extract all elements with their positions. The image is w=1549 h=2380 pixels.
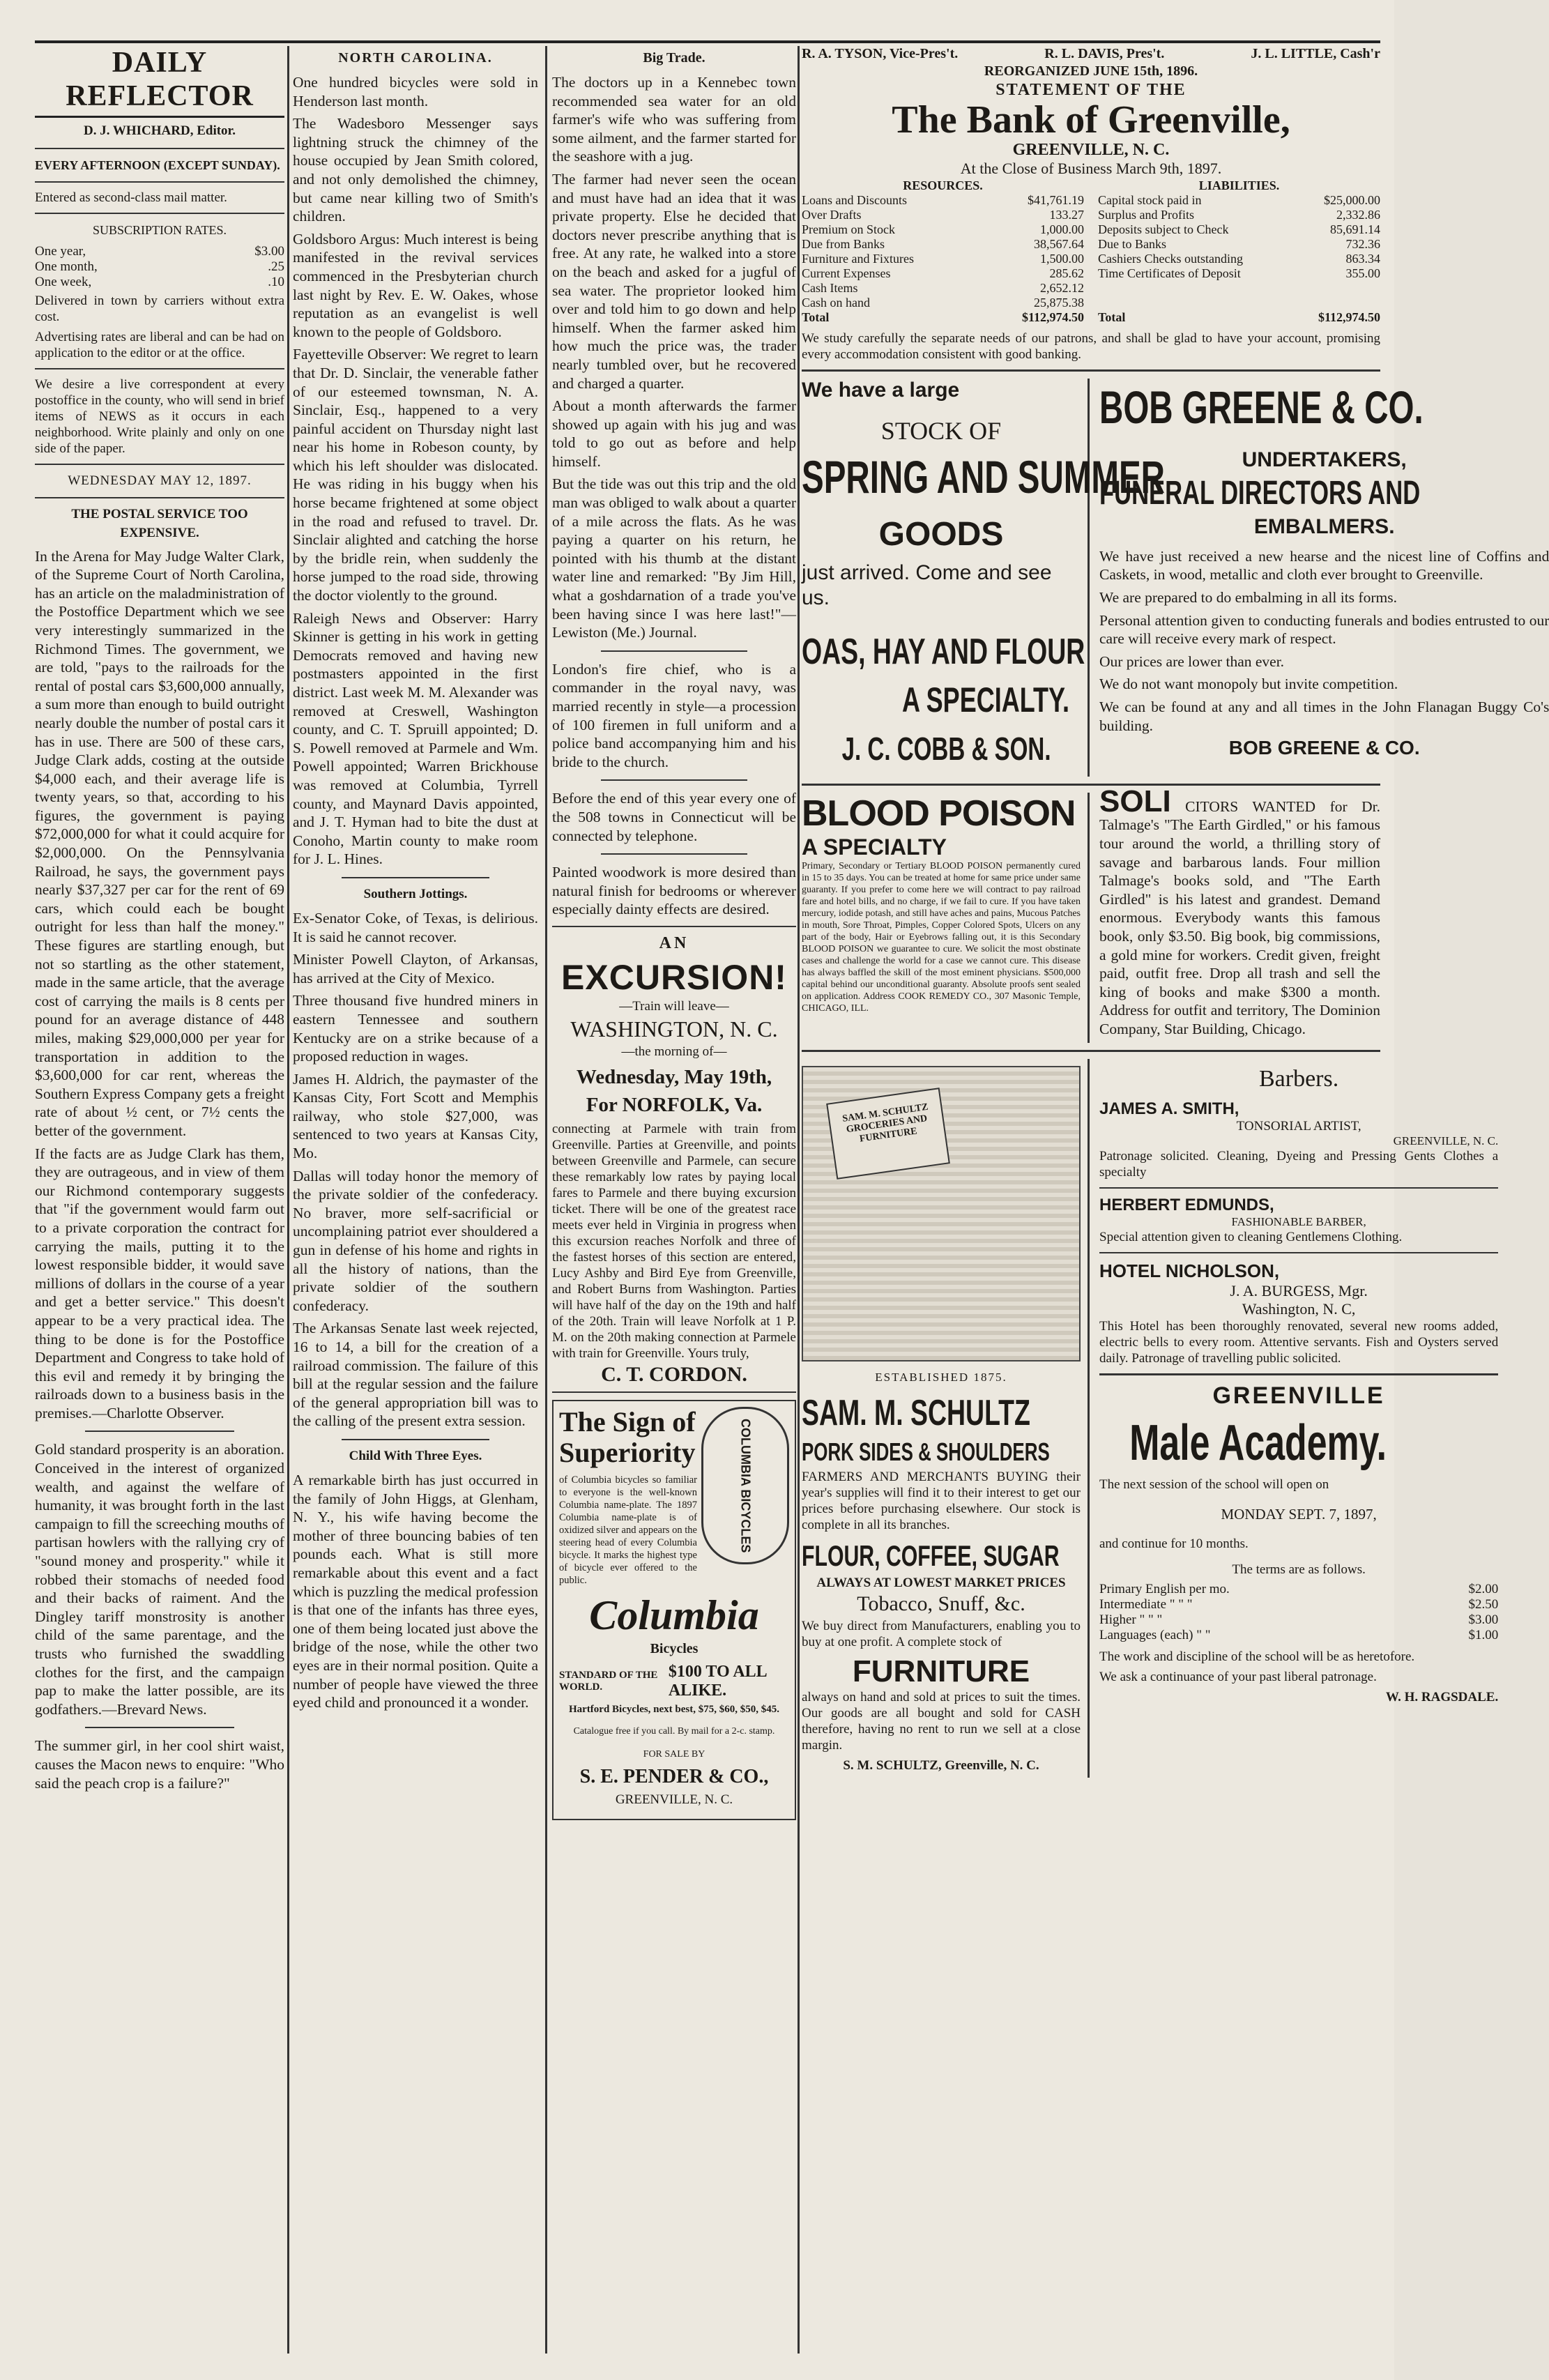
- article-paragraph: London's fire chief, who is a commander in the royal navy, was married recently in style—a procession of 100 firemen in full uniform and a police band accompanying him and his bride to the church.: [552, 660, 796, 770]
- article-paragraph: A remarkable birth has just occurred in the family of John Higgs, at Glenham, N. Y., his wife having become the mother of three bouncing babies of ten pounds each. What is still more remarkable about this event and a fact which is puzzling the medical profession is that one of the infants has three eyes, one of them being located just above the bridge of the nose, while the other two eyes are in their normal position. Quite a number of people have viewed the three eyed child and pronounced it a wonder.: [293, 1471, 538, 1711]
- solicitors-ad: SOLI CITORS WANTED for Dr. Talmage's "The Earth Girdled," or his famous tour around the world, a thrilling story of savage and barbarous lands. Four million Talmage's books sold, and "The Earth Girdled" is his latest and grandest. Demand enormous. Everybody wants this famous book, only $3.50. Big book, big commissions, a gold mine for workers. Credit given, freight paid, outfit free. Drop all trash and sell the king of books and make $300 a month. Address for outfit and territory, The Dominion Company, Star Building, Chicago.: [1088, 793, 1380, 1043]
- article-paragraph: Ex-Senator Coke, of Texas, is delirious. It is said he cannot recover.: [293, 909, 538, 945]
- article-paragraph: Goldsboro Argus: Much interest is being manifested in the revival services commenced in the Presbyterian church last night by Rev. E. W. Oakes, whose reputation as an evangelist is well known to the people of Goldsboro.: [293, 230, 538, 340]
- sign-body: of Columbia bicycles so familiar to everyone is the well-known Columbia name-plate. The 1897 Columbia name-plate is of oxidized silver and appears on the steering head of every Columbia bicycle. It marks the highest type of bicycle ever offered to the public.: [559, 1474, 697, 1586]
- advertising-note: Advertising rates are liberal and can be had on application to the editor or at the office.: [35, 329, 284, 360]
- bank-close: At the Close of Business March 9th, 1897.: [960, 160, 1222, 178]
- column-rule: [798, 46, 800, 2354]
- hartford-line: Hartford Bicycles, next best, $75, $60, $50, $45.: [568, 1703, 780, 1715]
- excursion-train: —Train will leave—: [619, 998, 729, 1014]
- article-paragraph: One hundred bicycles were sold in Henderson last month.: [293, 74, 538, 109]
- postal-heading: THE POSTAL SERVICE TOO EXPENSIVE.: [71, 507, 248, 540]
- greene-ad: BOB GREENE & CO. UNDERTAKERS, FUNERAL DIRECTORS AND EMBALMERS. We have just received a new hearse and the nicest line of Coffins and Caskets, in wood, metallic and cloth ever brought to Greenville. We are prepared to do embalming in all its forms. Personal attention given to conducting funerals and bodies entrusted to our care will receive every mark of respect. Our prices are lower than ever. We do not want monopoly but invite competition. We can be found at any and all times in the John Flanagan Buggy Co's building. BOB GREENE & CO.: [1088, 379, 1549, 777]
- bank-footer: We study carefully the separate needs of our patrons, and shall be glad to have your account, promising every accommodation consistent with good banking.: [802, 330, 1380, 362]
- subscription-heading: SUBSCRIPTION RATES.: [92, 223, 227, 238]
- article-paragraph: Before the end of this year every one of the 508 towns in Connecticut will be connected by telephone.: [552, 790, 796, 844]
- price-line: $100 TO ALL ALIKE.: [668, 1662, 767, 1700]
- article-paragraph: In the Arena for May Judge Walter Clark, of the Supreme Court of North Carolina, has an article on the maladministration of the Postoffice Department which we see very interestingly summarized in the Richmond Times. The government, we are told, "pays to the railroads for the rental of postal cars $3,600,000 annually, a sum more than enough to build outright nearly double the number of postal cars it has in use. There are 500 of these cars, Judge Clark adds, costing at the outside $4,000 each, and their average life is twenty years, so that, according to his figures, the government is paying $72,000,000 for what it could acquire for $2,000,000. On the Pennsylvania Railroad, he says, the government pays nearly $37,327 per car for the rent of 69 cars, which could each be bought outright for less than half the money." These figures are startling enough, but not so startling as the other statement, made in the same article, that the average cost of carrying the mails is 8 cents per pound for an average distance of 448 miles, making $29,000,000 per year for transportation in addition to the $3,600,000 for car rent, whereas the Southern Express Company gets a freight rate of about ½ cent, or 7½ cents the better of the government.: [35, 547, 284, 1139]
- article-paragraph: The doctors up in a Kennebec town recommended sea water for an old farmer's wife who was suffering from some ailment, and the farmer started for the seashore with a jug.: [552, 74, 796, 165]
- for-sale-line: FOR SALE BY: [643, 1748, 705, 1760]
- column-rule: [545, 46, 547, 2354]
- article-paragraph: But the tide was out this trip and the old man was obliged to walk about a quarter of a mile across the flats. As he was paying a quarter on his return, he pointed with his thumb at the distant water line and remarked: "By Jim Hill, what a goshdarnation of a trade you've been having since I was here last!"—Lewiston (Me.) Journal.: [552, 475, 796, 641]
- column-4: [802, 46, 1549, 2347]
- ad-row-2: [802, 784, 1380, 1043]
- article-paragraph: If the facts are as Judge Clark has them, they are outrageous, and in view of them our Richmond contemporary suggests that "if the government would farm out to a private corporation the contract for carrying the mails, putting it to the lowest responsible bidder, it would save millions of dollars in the course of a year and get a better service." This doesn't appear to be a very practical idea. The thing to be done is for the Postoffice Department and Congress to take hold of this evil and remedy it by bringing the railroads down to a business basis in the premises.—Charlotte Observer.: [35, 1145, 284, 1421]
- article-paragraph: Dallas will today honor the memory of the private soldier of the confederacy. No braver, more self-sacrificial or uncomplaining patriot ever shouldered a gun in defense of his home and rights in all the history of nations, than the private soldier of the southern confederacy.: [293, 1167, 538, 1314]
- pender-name: S. E. PENDER & CO.,: [579, 1766, 769, 1788]
- sign-title: Superiority: [559, 1436, 696, 1468]
- article-paragraph: Minister Powell Clayton, of Arkansas, has arrived at the City of Mexico.: [293, 951, 538, 986]
- column-3: [552, 46, 796, 2347]
- top-rule: [35, 40, 1380, 43]
- article-paragraph: James H. Aldrich, the paymaster of the Kansas City, Fort Scott and Memphis railway, who stole $27,000, was sentenced to two years at Kansas City, Mo.: [293, 1070, 538, 1162]
- store-sign: SAM. M. SCHULTZ GROCERIES AND FURNITURE: [826, 1088, 950, 1180]
- article-paragraph: The Arkansas Senate last week rejected, 16 to 14, a bill for the creation of a railroad commission. The failure of this bill at the regular session and the failure of the general appropriation bill was to the calling of the present extra session.: [293, 1320, 538, 1430]
- jottings-heading: Southern Jottings.: [363, 886, 468, 901]
- column-2: [293, 46, 538, 2347]
- excursion-ad: [552, 933, 796, 1387]
- bank-reorganized: REORGANIZED JUNE 15th, 1896.: [984, 63, 1198, 79]
- blood-poison-ad: BLOOD POISON A SPECIALTY Primary, Secondary or Tertiary BLOOD POISON permanently cured in 15 to 35 days. You can be treated at home for same price under same guaranty. If you prefer to come here we will contract to pay railroad fare and hotel bills, and no charge, if we fail to cure. If you have taken mercury, iodide potash, and still have aches and pains, Mucous Patches in mouth, Sore Throat, Pimples, Copper Colored Spots, Ulcers on any part of the body, Hair or Eyebrows falling out, it is this Secondary BLOOD POISON we guarantee to cure. We solicit the most obstinate cases and challenge the world for a case we cannot cure. This disease has always baffled the skill of the most eminent physicians. $500,000 capital behind our unconditional guaranty. Absolute proofs sent sealed on application. Address COOK REMEDY CO., 307 Masonic Temple, CHICAGO, ILL.: [802, 793, 1081, 1014]
- article-paragraph: Raleigh News and Observer: Harry Skinner is getting in his work in getting Democrats removed and having new postmasters appointed in the first district. Last week M. M. Alexander was removed at Creswell, Washington county, and C. T. Spruill appointed; D. S. Powell removed at Parmele and Wm. Powell appointed; Warren Brickhouse was removed at Columbia, Tyrrell county, and Maynard Davis appointed, and J. T. Hyman had to bite the dust at Conoho, Martin county to make room for J. L. Hines.: [293, 609, 538, 868]
- cobb-ad: We have a large STOCK OF SPRING AND SUMMER GOODS just arrived. Come and see us. OAS, HAY AND FLOUR A SPECIALTY. J. C. COBB & SON.: [802, 378, 1165, 767]
- article-paragraph: Fayetteville Observer: We regret to learn that Dr. D. Sinclair, the venerable father of our esteemed townsman, N. A. Sinclair, Esq., happened to a very painful accident on Thursday night last near his home in Robeson county, by which his left shoulder was dislocated. He was riding in his buggy when his horse became frightened at some object in the road and refused to travel. Dr. Sinclair alighted and catching the horse by the bridle rein, when suddenly the horse jumped to the road side, throwing the doctor violently to the ground.: [293, 346, 538, 604]
- excursion-morning: —the morning of—: [621, 1044, 727, 1059]
- excursion-an: AN: [659, 933, 689, 952]
- issue-date: WEDNESDAY MAY 12, 1897.: [68, 473, 252, 488]
- rate-row: One week, .10: [35, 274, 284, 289]
- ad-row-3: [802, 1059, 1499, 1778]
- rate-row: One year, $3.00: [35, 243, 284, 259]
- catalog-line: Catalogue free if you call. By mail for a 2-c. stamp.: [573, 1726, 775, 1737]
- schedule-line: EVERY AFTERNOON (EXCEPT SUNDAY).: [35, 158, 280, 172]
- excursion-destination: For NORFOLK, Va.: [586, 1094, 763, 1117]
- excursion-title: EXCURSION!: [561, 957, 787, 997]
- schultz-ad: SAM. M. SCHULTZ GROCERIES AND FURNITURE ESTABLISHED 1875. SAM. M. SCHULTZ PORK SIDES & SHOULDERS FARMERS AND MERCHANTS BUYING their year's supplies will find it to their interest to get our prices before purchasing elsewhere. Our stock is complete in all its branches. FLOUR, COFFEE, SUGAR ALWAYS AT LOWEST MARKET PRICES Tobacco, Snuff, &c. We buy direct from Manufacturers, enabling you to buy at one profit. A complete stock of FURNITURE always on hand and sold at prices to suit the times. Our goods are all bought and sold for CASH therefore, having no rent to run we sell at a close margin. S. M. SCHULTZ, Greenville, N. C.: [802, 1059, 1081, 1778]
- article-paragraph: The farmer had never seen the ocean and must have had an idea that it was private property. Else he decided that doctors never prescribe anything that is free. At any rate, he walked into a store on the beach and asked for a jugful of sea water. The proprietor looked him over and told him to go down and help himself. When the farmer asked him how much the price was, the trader nearly tumbled over, but he recovered and charged a quarter.: [552, 170, 796, 392]
- article-paragraph: The summer girl, in her cool shirt waist, causes the Macon news to enquire: "Who said the peach crop is a failure?": [35, 1737, 284, 1792]
- column-1: [35, 46, 284, 2347]
- ad-row-1: [802, 378, 1549, 777]
- barbers-and-academy: Barbers. JAMES A. SMITH, TONSORIAL ARTIST, GREENVILLE, N. C. Patronage solicited. Cleaning, Dyeing and Pressing Gents Clothes a specialty HERBERT EDMUNDS, FASHIONABLE BARBER, Special attention given to cleaning Gentlemens Clothing. HOTEL NICHOLSON, J. A. BURGESS, Mgr. Washington, N. C, This Hotel has been thoroughly renovated, several new rooms added, electric bells to every room. Attentive servants. Fish and Oysters served daily. Patronage of travelling public solicited. GREENVILLE Male Academy. The next session of the school will open on MONDAY SEPT. 7, 1897, and continue for 10 months. The terms are as follows. Primary English per mo. $2.00 Intermediate " " " $2.50 Higher " " " $3.00 Languages (each) " " $1.00 The work and discipline of the school will be as heretofore. We ask a continuance of your past liberal patronage. W. H. RAGSDALE.: [1088, 1059, 1498, 1778]
- excursion-town: WASHINGTON, N. C.: [570, 1016, 778, 1042]
- bank-title: The Bank of Greenville,: [892, 98, 1290, 142]
- bank-statement-table: [802, 178, 1380, 325]
- liabilities: LIABILITIES. Capital stock paid in $25,000.00 Surplus and Profits 2,332.86 Deposits subject to Check 85,691.14 Due to Banks 732.36 Cashiers Checks outstanding 863.34 Time Certificates of Deposit 355.00 Total $112,974.50: [1098, 178, 1380, 324]
- bank-town: GREENVILLE, N. C.: [1012, 141, 1170, 160]
- masthead-title: DAILY REFLECTOR: [35, 46, 284, 118]
- excursion-date: Wednesday, May 19th,: [576, 1066, 772, 1089]
- excursion-signature: C. T. CORDON.: [601, 1363, 747, 1387]
- sign-title: The Sign of: [559, 1405, 696, 1437]
- editor-line: D. J. WHICHARD, Editor.: [84, 123, 236, 138]
- delivery-note: Delivered in town by carriers without extra cost.: [35, 293, 284, 324]
- entered-line: Entered as second-class mail matter.: [35, 190, 227, 206]
- bank-statement: STATEMENT OF THE: [995, 80, 1186, 99]
- columbia-logo: Columbia: [589, 1592, 759, 1638]
- column-rule: [287, 46, 289, 2354]
- store-building-illustration: [802, 1066, 1081, 1361]
- correspondent-note: We desire a live correspondent at every postoffice in the county, who will send in brief items of NEWS as it occurs in each neighborhood. Write plainly and only on one side of the paper.: [35, 376, 284, 456]
- rate-row: One month, .25: [35, 259, 284, 274]
- article-paragraph: The Wadesboro Messenger says lightning struck the chimney of the house occupied by Jean Smith colored, and not only demolished the chimney, but came near killing two of Smith's children.: [293, 115, 538, 225]
- article-paragraph: About a month afterwards the farmer showed up again with his jug and was told to go out as before and help himself.: [552, 397, 796, 470]
- bank-officers: R. A. TYSON, Vice-Pres't. R. L. DAVIS, Pres't. J. L. LITTLE, Cash'r: [802, 46, 1380, 61]
- barbers-heading: Barbers.: [1258, 1065, 1339, 1092]
- trade-heading: Big Trade.: [643, 50, 705, 66]
- article-paragraph: Gold standard prosperity is an aboration. Conceived in the interest of organized wealth, and against the welfare of humanity, it was brought forth in the last campaign to fill the screeching mouths of partisan howlers with the rallying cry of "sound money and prosperity." while it robbed their stomachs of needed food and their backs of raiment. And the Dingley tariff monstrosity is another child of the same parentage, and the trusts who furnished the swaddling clothes for the first, and the campaign pap to make the latter possible, are its godfathers.—Brevard News.: [35, 1441, 284, 1718]
- nc-heading: NORTH CAROLINA.: [338, 50, 493, 66]
- article-paragraph: Painted woodwork is more desired than natural finish for bedrooms or wherever especially dainty effects are desired.: [552, 864, 796, 918]
- standard-line: STANDARD OF THE WORLD.: [559, 1669, 658, 1693]
- tuition-table: Primary English per mo. $2.00 Intermediate " " " $2.50 Higher " " " $3.00 Languages (each) " " $1.00: [1099, 1582, 1499, 1643]
- columbia-badge-icon: COLUMBIA BICYCLES: [701, 1407, 789, 1564]
- pender-town: GREENVILLE, N. C.: [615, 1792, 733, 1807]
- resources: RESOURCES. Loans and Discounts $41,761.19 Over Drafts 133.27 Premium on Stock 1,000.00 Due from Banks 38,567.64 Furniture and Fixtures 1,500.00 Current Expenses 285.62 Cash Items 2,652.12 Cash on hand 25,875.38 Total $112,974.50: [802, 178, 1084, 324]
- article-paragraph: Three thousand five hundred miners in eastern Tennessee and southern Kentucky are on a strike because of a proposed reduction in wages.: [293, 992, 538, 1065]
- columbia-ad: [552, 1400, 796, 1821]
- columbia-bicycles: Bicycles: [650, 1640, 699, 1656]
- excursion-body: connecting at Parmele with train from Greenville. Parties at Greenville, and points between Greenville and Parmele, can secure these remarkably low rates by paying local fares to Parmele and there buying excursion ticket. There will be one of the greatest race meets ever held in Virginia in progress when this excursion reaches Norfolk and three of the fastest horses of this section are entered, Lucy Ashby and Bird Eye from Greenville, and Robert Burns from Washington. Parties will have half of the day on the 19th and half of the 20th. Train will leave Norfolk at 1 P. M. on the 20th making connection at Parmele with train for Greenville. Yours truly,: [552, 1122, 796, 1361]
- eyes-heading: Child With Three Eyes.: [349, 1448, 482, 1463]
